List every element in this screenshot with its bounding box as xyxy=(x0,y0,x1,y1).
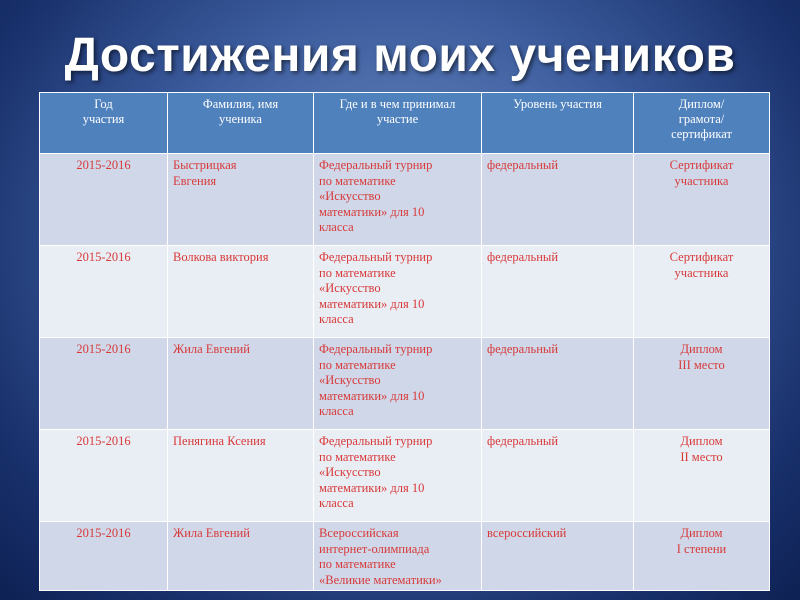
cell-student-name: Пенягина Ксения xyxy=(168,430,314,522)
cell-year: 2015-2016 xyxy=(40,430,168,522)
table-row xyxy=(40,522,770,591)
cell-award: Диплом II место xyxy=(634,430,770,522)
cell-event: Федеральный турнир по математике «Искусство математики» для 10 класса xyxy=(314,338,482,430)
table-header xyxy=(40,93,770,154)
cell-award: Сертификат участника xyxy=(634,154,770,246)
table-row xyxy=(40,338,770,430)
page-title: Достижения моих учеников xyxy=(64,29,736,82)
header-row xyxy=(40,93,770,154)
achievements-table xyxy=(39,92,770,591)
cell-year: 2015-2016 xyxy=(40,522,168,591)
table-row xyxy=(40,246,770,338)
table-body xyxy=(40,154,770,591)
cell-event: Федеральный турнир по математике «Искусство математики» для 10 класса xyxy=(314,246,482,338)
header-year: Год участия xyxy=(40,93,168,154)
cell-student-name: Быстрицкая Евгения xyxy=(168,154,314,246)
cell-event: Федеральный турнир по математике «Искусство математики» для 10 класса xyxy=(314,154,482,246)
cell-level: федеральный xyxy=(482,430,634,522)
header-award: Диплом/ грамота/ сертификат xyxy=(634,93,770,154)
header-level: Уровень участия xyxy=(482,93,634,154)
header-name: Фамилия, имя ученика xyxy=(168,93,314,154)
cell-award: Диплом III место xyxy=(634,338,770,430)
cell-award: Сертификат участника xyxy=(634,246,770,338)
cell-level: федеральный xyxy=(482,154,634,246)
cell-award: Диплом I степени xyxy=(634,522,770,591)
cell-year: 2015-2016 xyxy=(40,246,168,338)
table-row xyxy=(40,154,770,246)
table-row xyxy=(40,430,770,522)
cell-student-name: Жила Евгений xyxy=(168,522,314,591)
header-event: Где и в чем принимал участие xyxy=(314,93,482,154)
cell-year: 2015-2016 xyxy=(40,154,168,246)
cell-event: Федеральный турнир по математике «Искусство математики» для 10 класса xyxy=(314,430,482,522)
cell-level: федеральный xyxy=(482,338,634,430)
cell-event: Всероссийская интернет-олимпиада по математике «Великие математики» xyxy=(314,522,482,591)
cell-year: 2015-2016 xyxy=(40,338,168,430)
cell-level: федеральный xyxy=(482,246,634,338)
cell-student-name: Волкова виктория xyxy=(168,246,314,338)
cell-student-name: Жила Евгений xyxy=(168,338,314,430)
cell-level: всероссийский xyxy=(482,522,634,591)
